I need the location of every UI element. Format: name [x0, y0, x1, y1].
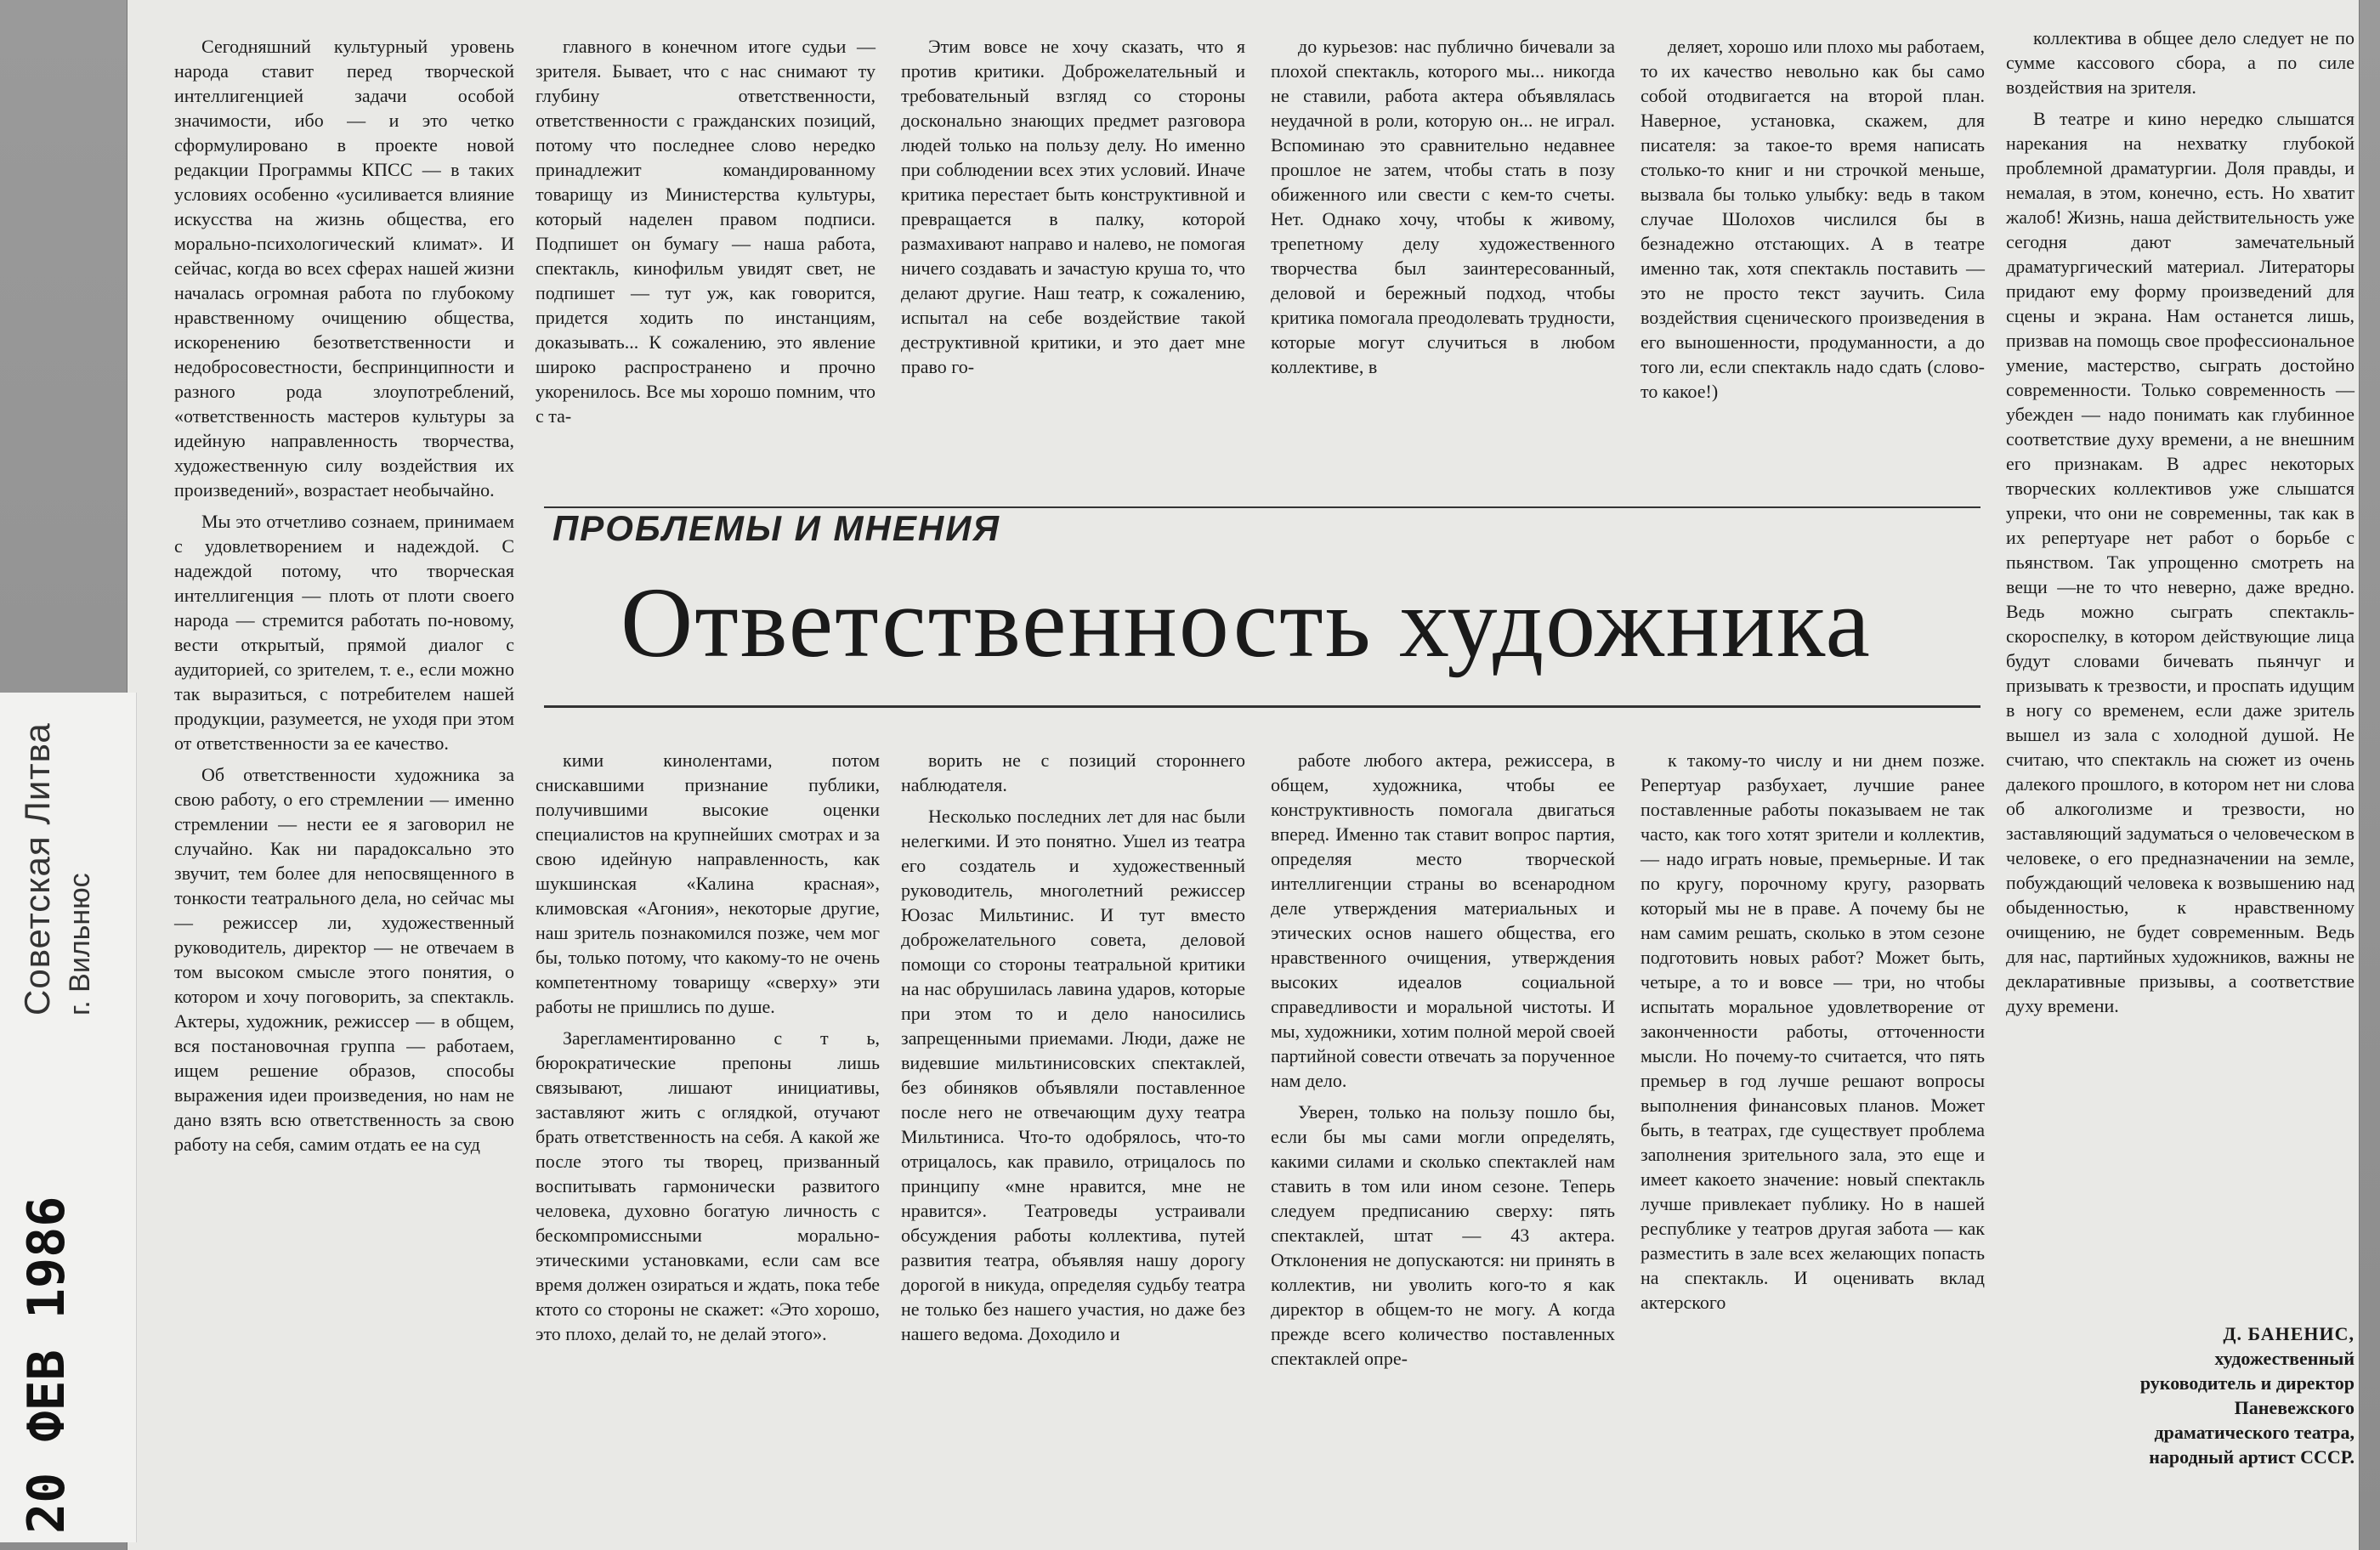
paragraph: работе любого актера, режиссера, в общем, художника, чтобы ее конструктивность помогала двигаться вперед. Именно так ставит вопрос партия, определяя место творческой интеллигенции страны во всенародном деле утверждения материальных и этических основ нашего общества, его нравственного очищения, утверждения высоких идеалов социальной справедливости и моральной чистоты. И мы, художники, хотим полной мерой своей партийной совести отвечать за порученное нам дело. [1271, 750, 1615, 1091]
paragraph: Несколько последних лет для нас были нелегкими. И это понятно. Ушел из театра его создатель и художественный руководитель, многолетний режиссер Юозас Мильтинис. И тут вместо доброжелательного совета, деловой помощи со стороны театральной критики на нас обрушилась лавина ударов, которые при этом то и дело наносились запрещенными приемами. Люди, даже не видевшие мильтинисовских спектаклей, без обиняков объявляли поставленное после него не отвечающим духу театра Мильтиниса. Что-то одобрялось, что-то отрицалось, как правило, отрицалось по принципу «мне нравится, мне не нравится». Театроведы устраивали обсуждения работы коллектива, путей развития театра, объявляя нашу дорогу дорогой в никуда, определяя судьбу театра не только без нашего участия, но даже без нашего ведома. Доходило и [901, 806, 1245, 1344]
article-column-9 [1271, 748, 1615, 1371]
paragraph: Сегодняшний культурный уровень народа ставит перед творческой интеллигенцией задачи особой значимости, ибо — и это четко сформулировано в проекте новой редакции Программы КПСС — в таких условиях особенно «усиливается влияние искусства на жизнь общества, его морально-психологический климат». И сейчас, когда во всех сферах нашей жизни началась огромная работа по глубокому нравственному очищению общества, искоренению безответственности и недобросовестности, беспринципности и разного рода злоупотреблений, «ответственность мастеров культуры за идейную направленность творчества, художественную силу воздействия их произведений», возрастает необычайно. [174, 36, 514, 501]
paragraph: к такому-то числу и ни днем позже. Репертуар разбухает, лучшие ранее поставленные работы показываем не так часто, как того хотят зрители и коллектив, — надо играть новые, премьерные. И так по кругу, порочному кругу, разорвать который мы не в праве. А почему бы не нам самим решать, сколько в этом сезоне подготовить новых работ? Может быть, четыре, а то и вовсе — три, но чтобы испытать моральное удовлетворение от законченности работы, отточенности мысли. Но почему-то считается, что пять премьер в год лучше решают вопросы выполнения финансовых планов. Может быть, в театрах, где существует проблема заполнения зрительного зала, это еще и имеет какоето значение: новый спектакль лучше привлекает публику. Но в нашей республике у театров другая забота — как разместить в зале всех желающих попасть на спектакль. И оценивать вклад актерского [1640, 750, 1985, 1313]
author-title-line: драматического театра, [2154, 1422, 2354, 1443]
article-column-4 [1271, 34, 1615, 379]
paragraph: главного в конечном итоге судьи — зрителя. Бывает, что с нас снимают ту глубину ответственности, ответственности с гражданских позиций, потому что последнее слово нередко принадлежит командированному товарищу из Министерства культуры, который наделен правом подписи. Подпишет он бумагу — наша работа, спектакль, кинофильм увидят свет, не подпишет — тут уж, как говорится, придется ходить по инстанциям, доказывать... К сожалению, это явление широко распространено и прочно укоренилось. Все мы хорошо помним, что с та- [536, 36, 876, 427]
author-name: Д. БАНЕНИС, [2223, 1323, 2354, 1344]
city-label: г. Вильнюс [64, 873, 96, 1015]
article-column-1 [174, 34, 514, 1157]
paragraph: Этим вовсе не хочу сказать, что я против критики. Доброжелательный и требовательный взгляд со стороны досконально знающих предмет разговора людей только на пользу делу. Но именно при соблюдении всех этих условий. Иначе критика перестает быть конструктивной и превращается в палку, которой размахивают направо и налево, не помогая ничего создавать и зачастую круша то, что делают другие. Наш театр, к сожалению, испытал на себе воздействие такой деструктивной критики, и это дает мне право го- [901, 36, 1245, 377]
author-title-line: художественный [2214, 1348, 2354, 1369]
headline: Ответственность художника [620, 567, 1872, 678]
paragraph: Об ответственности художника за свою работу, о его стремлении — именно стремлении — нести ее я заговорил не случайно. Как ни парадоксально это звучит, тем более для непосвященного в тонкости театрального дела, но сейчас мы — режиссер ли, художественный руководитель, директор — не отвечаем в том высоком смысле этого понятия, о котором и хочу поговорить, за спектакль. Актеры, художник, режиссер — в общем, вся постановочная группа — работаем, ищем решение образов, способы выражения идеи произведения, но нам не дано взять всю ответственность за свою работу на себя, самим отдать ее на суд [174, 764, 514, 1155]
author-title-line: руководитель и директор [2139, 1372, 2354, 1394]
author-title-line: народный артист СССР. [2149, 1446, 2354, 1468]
article-column-3 [901, 34, 1245, 379]
paragraph: коллектива в общее дело следует не по сумме кассового сбора, а по силе воздействия на зрителя. [2006, 27, 2354, 98]
author-signature [1998, 1321, 2354, 1469]
paragraph: Уверен, только на пользу пошло бы, если бы мы сами могли определять, какими силами и сколько спектаклей нам ставить в том или ином сезоне. Теперь следуем предписанию сверху: пять спектаклей, штат — 43 актера. Отклонения не допускаются: ни принять в коллектив, ни уволить кого-то я как директор в общем-то не могу. А когда прежде всего количество поставленных спектаклей опре- [1271, 1101, 1615, 1369]
paragraph: до курьезов: нас публично бичевали за плохой спектакль, которого мы... никогда не ставили, работа актера объявлялась неудачной в роли, которую он... не играл. Вспоминаю это сравнительно недавнее прошлое не затем, чтобы стать в позу обиженного или свести с кем-то счеты. Нет. Однако хочу, чтобы к живому, трепетному делу художественного творчества был заинтересованный, деловой и бережный подход, чтобы критика помогала преодолевать трудности, которые могут случиться в любом коллективе, в [1271, 36, 1615, 377]
archive-stamp-strip [0, 693, 137, 1542]
date-stamp: 20 ФЕВ 1986 [17, 1196, 76, 1534]
author-title-line: Паневежского [2234, 1397, 2354, 1418]
article-column-5 [1640, 34, 1985, 404]
rule-bottom [544, 705, 1980, 708]
article-column-8 [901, 748, 1245, 1346]
article-column-7 [536, 748, 880, 1346]
paragraph: Мы это отчетливо сознаем, принимаем с удовлетворением и надеждой. С надеждой потому, что творческая интеллигенция — плоть от плоти своего народа — стремится работать по-новому, вести открытый, прямой диалог с аудиторией, со зрителем, т. е., если можно так выразиться, с потребителем нашей продукции, разумеется, не уходя при этом от ответственности за ее качество. [174, 511, 514, 754]
article-column-10 [1640, 748, 1985, 1315]
paragraph: Зарегламентированно с т ь, бюрократические препоны лишь связывают, лишают инициативы, заставляют жить с оглядкой, отучают брать ответственность на себя. А какой же после этого ты творец, призванный воспитывать гармонически развитого человека, духовно богатую личность с бескомпромиссными морально-этическими установками, если сам все время должен озираться и ждать, пока тебе ктото со стороны не скажет: «Это хорошо, это плохо, делай то, не делай этого». [536, 1027, 880, 1344]
article-column-2 [536, 34, 876, 428]
paragraph: В театре и кино нередко слышатся нарекания на нехватку глубокой проблемной драматургии. Доля правды, и немалая, в этом, конечно, есть. Но хватит жалоб! Жизнь, наша действительность уже сегодня дают замечательный драматургический материал. Литераторы придают ему форму произведений для сцены и экрана. Нам останется лишь, призвав на помощь свое профессиональное умение, мастерство, сыграть достойно современности. Только современность — убежден — надо понимать как глубинное соответствие духу времени, а не внешним его признакам. В адрес некоторых творческих коллективов уже слышатся упреки, что они не современны, так как в их репертуаре нет работ о борьбе с пьянством. Так упрощенно смотреть на вещи —не то что неверно, даже вредно. Ведь можно сыграть спектакль-скороспелку, в котором действующие лица будут словами бичевать пьянчуг и призывать к трезвости, и проспать идущим в ногу со временем, если даже зритель вышел из зала с холодной душой. Не считаю, что спектакль на сюжет из очень далекого прошлого, в котором нет ни слова об алкоголизме и трезвости, но заставляющий задуматься о человеческом в человеке, о его предназначении на земле, побуждающий человека к возвышению над обыденностью, к нравственному очищению, не будет современным. Ведь для нас, партийных художников, важны не декларативные призывы, а соответствие духу времени. [2006, 108, 2354, 1016]
newspaper-name: Советская Литва [17, 722, 57, 1015]
article-column-6 [2006, 25, 2354, 1018]
rubric-label: ПРОБЛЕМЫ И МНЕНИЯ [552, 508, 1001, 548]
paragraph: деляет, хорошо или плохо мы работаем, то их качество невольно как бы само собой отодвигается на второй план. Наверное, установка, скажем, для писателя: за такое-то время написать столько-то книг и ни строчкой меньше, вызвала бы только улыбку: ведь в таком случае Шолохов числился бы в безнадежно отстающих. А в театре именно так, хотя спектакль поставить — это не просто текст заучить. Сила воздействия сценического произведения в его выношенности, продуманности, а до того ли, если спектакль надо сдать (слово-то какое!) [1640, 36, 1985, 402]
paragraph: кими кинолентами, потом снискавшими признание публики, получившими высокие оценки специалистов на крупнейших смотрах и за свою идейную направленность, как шукшинская «Калина красная», климовская «Агония», некоторые другие, наш зритель познакомился позже, чем мог бы, только потому, что какому-то не очень компетентному товарищу «сверху» эти работы не пришлись по душе. [536, 750, 880, 1017]
paragraph: ворить не с позиций стороннего наблюдателя. [901, 750, 1245, 795]
